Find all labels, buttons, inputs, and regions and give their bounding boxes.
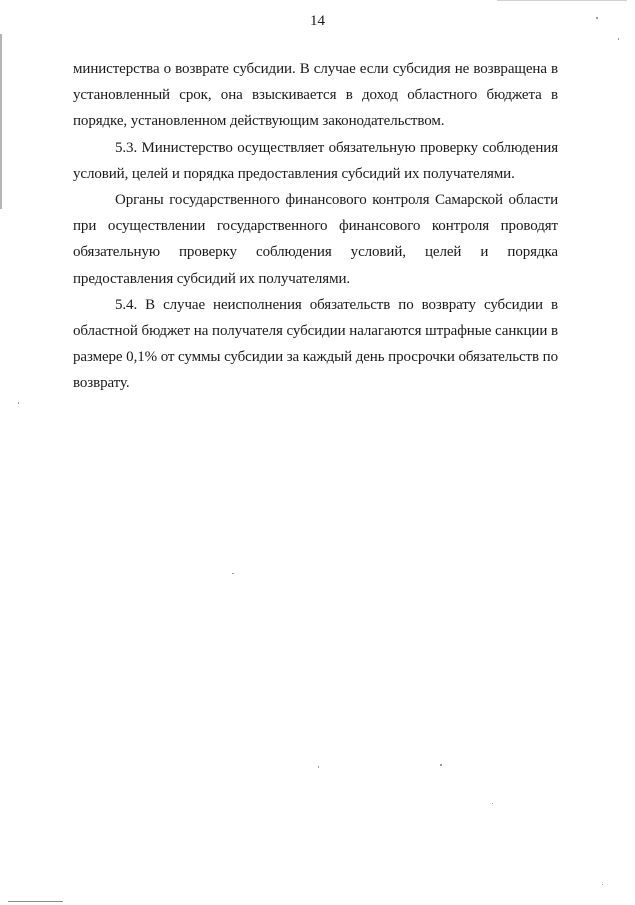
scan-speck <box>440 764 442 766</box>
paragraph-5-4: 5.4. В случае неисполнения обязательств по возврату субсидии в областной бюджет на получателя субсидии налагаются штрафные санкции в размере 0,1% от суммы субсидии за каждый день просрочки обязательств по возврату. <box>73 296 558 392</box>
page-number: 14 <box>310 13 325 29</box>
scan-left-edge <box>0 34 2 209</box>
scan-top-edge <box>497 0 627 1</box>
paragraph-5-3: 5.3. Министерство осуществляет обязательную проверку соблюдения условий, целей и порядка предоставления субсидий их получателями. <box>73 139 558 182</box>
scan-speck <box>492 803 493 804</box>
scan-speck <box>232 573 234 574</box>
document-body <box>73 56 558 397</box>
scan-speck <box>618 38 619 40</box>
scan-speck <box>318 766 319 768</box>
scan-speck <box>596 17 598 19</box>
paragraph-return-subsidy: министерства о возврате субсидии. В случае если субсидия не возвращена в установленный срок, она взыскивается в доход областного бюджета в порядке, установленном действующим законодательством. <box>73 61 558 130</box>
paragraph-financial-control: Органы государственного финансового контроля Самарской области при осуществлении государственного финансового контроля проводят обязательную проверку соблюдения условий, целей и порядка предоставления субсидий их получателями. <box>73 192 558 287</box>
scan-speck <box>602 884 603 885</box>
scan-bottom-edge <box>8 901 63 902</box>
scan-speck <box>18 402 19 404</box>
